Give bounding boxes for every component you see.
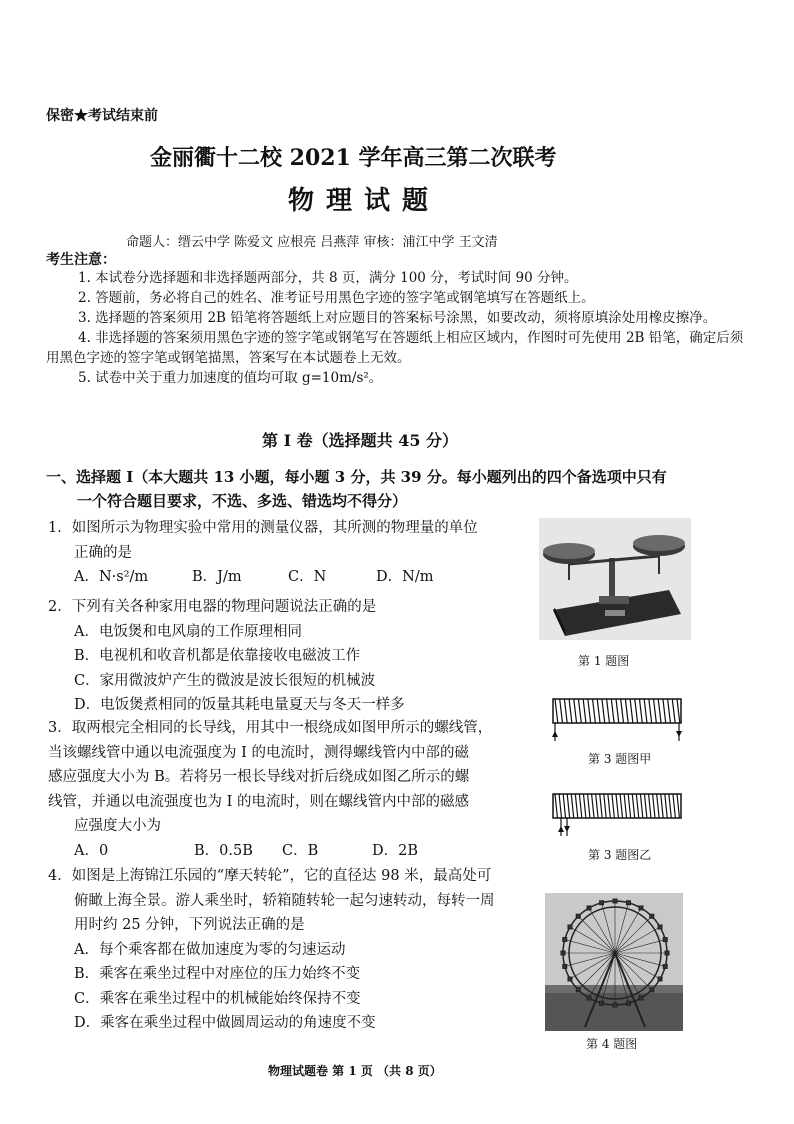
coil-turn [608,794,610,818]
coil-turn [669,794,671,818]
coil-turn [612,794,614,818]
coil-turn [575,794,577,818]
section-heading-line: 一、选择题 I（本大题共 13 小题，每小题 3 分，共 39 分。每小题列出的四个备选项中只有 [46,468,667,486]
coil-turn [583,794,585,818]
coil-turn [578,699,581,723]
coil-turn [620,794,622,818]
notice-item: 3. 选择题的答案须用 2B 铅笔将答题纸上对应题目的答案标号涂黑，如要改动，须将原填涂处用橡皮擦净。 [78,310,717,326]
wheel-cabin [639,996,643,1000]
coil-turn [611,699,614,723]
question-2 [48,595,528,718]
coil-turn [567,794,569,818]
notice-title: 考生注意： [46,252,116,268]
wheel-cabin [576,988,580,992]
question-3 [48,716,538,863]
wheel-cabin [626,1001,630,1005]
page-footer: 物理试题卷 第 1 页 （共 8 页） [268,1064,442,1078]
coil-turn [564,699,567,723]
coil-turn [677,794,679,818]
coil-turn [628,794,630,818]
coil-turn [665,794,667,818]
coil-turn [571,794,573,818]
figure-caption: 第 1 题图 [578,654,630,668]
question-stem: 正确的是 [74,544,132,561]
wheel-cabin [568,925,572,929]
coil-turn [657,794,659,818]
coil-turn [625,699,628,723]
wheel-cabin [663,964,667,968]
coil-turn [574,699,577,723]
figure-caption: 第 3 题图乙 [588,848,652,862]
wheel-cabin [650,988,654,992]
coil-turn [579,794,581,818]
wheel-cabin [561,951,565,955]
question-stem: 3．取两根完全相同的长导线，用其中一根绕成如图甲所示的螺线管， [48,720,493,736]
coil-turn [636,794,638,818]
coil-turn [649,699,652,723]
coil-turn [602,699,605,723]
confidential-label: 保密★考试结束前 [46,108,158,124]
coil-turn [588,794,590,818]
coil-turn [563,794,565,818]
coil-turn [597,699,600,723]
option-a: A．N·s²/m [74,569,149,585]
question-options [48,565,528,590]
coil-turn [630,699,633,723]
coil-turn [607,699,610,723]
exam-title: 金丽衢十二校 2021 学年高三第二次联考 [150,145,557,171]
question-stem: 1．如图所示为物理实验中常用的测量仪器，其所测的物理量的单位 [48,520,478,536]
wheel-cabin [613,899,617,903]
wheel-cabin [563,964,567,968]
option-c: C．B [282,842,319,859]
balance-scale-figure [539,518,691,640]
notice-list [46,268,746,388]
coil-turn [658,699,661,723]
notice-item: 5. 试卷中关于重力加速度的值均可取 g=10m/s²。 [78,370,383,386]
option-d: D．电饭煲煮相同的饭量其耗电量夏天与冬天一样多 [74,697,405,713]
part-title: 第 I 卷（选择题共 45 分） [262,431,459,450]
question-1 [48,516,528,590]
coil-turn [635,699,638,723]
coil-turn [640,794,642,818]
coil-turn [559,794,561,818]
coil-turn [639,699,642,723]
option-d: D．乘客在乘坐过程中做圆周运动的角速度不变 [74,1015,376,1031]
solenoid-figure-a [547,695,687,743]
question-stem: 感应强度大小为 B。若将另一根长导线对折后绕成如图乙所示的螺 [48,769,470,785]
coil-turn [644,699,647,723]
option-c: C．N [288,569,327,585]
question-stem: 2．下列有关各种家用电器的物理问题说法正确的是 [48,599,377,615]
notice-item: 2. 答题前，务必将自己的姓名、准考证号用黑色字迹的签字笔或钢笔填写在答题纸上。 [78,290,595,306]
wheel-cabin [639,906,643,910]
solenoid-figure-b [547,790,687,838]
question-options [48,839,538,864]
coil-turn [644,794,646,818]
wheel-cabin [658,977,662,981]
coil-turn [616,794,618,818]
coil-turn [661,794,663,818]
coil-turn [555,794,557,818]
question-stem: 4．如图是上海锦江乐园的“摩天转轮”，它的直径达 98 米，最高处可 [48,868,492,884]
coil-turn [555,699,558,723]
coil-turn [621,699,624,723]
coil-turn [668,699,671,723]
option-b: B．0.5B [194,842,253,859]
coil-turn [649,794,651,818]
coil-turn [596,794,598,818]
coil-turn [588,699,591,723]
coil-turn [583,699,586,723]
wheel-cabin [650,914,654,918]
coil-turn [663,699,666,723]
coil-turn [560,699,563,723]
option-b: B．乘客在乘坐过程中对座位的压力始终不变 [74,966,361,982]
wheel-cabin [663,938,667,942]
wheel-cabin [563,938,567,942]
ferris-wheel-figure [545,893,683,1031]
coil-turn [654,699,657,723]
question-stem: 俯瞰上海全景。游人乘坐时，轿箱随转轮一起匀速转动，每转一周 [74,892,495,909]
figure-caption: 第 3 题图甲 [588,752,652,766]
coil-turn [673,794,675,818]
question-stem: 用时约 25 分钟，下列说法正确的是 [74,917,305,933]
wheel-cabin [626,901,630,905]
section-heading-line: 一个符合题目要求，不选、多选、错选均不得分） [77,492,408,510]
subject-title: 物理试题 [288,186,441,216]
coil-turn [600,794,602,818]
option-a: A．每个乘客都在做加速度为零的匀速运动 [74,941,346,958]
notice-item: 1. 本试卷分选择题和非选择题两部分，共 8 页，满分 100 分，考试时间 90 分钟。 [78,270,578,286]
coil-turn [624,794,626,818]
wheel-cabin [576,914,580,918]
wheel-cabin [665,951,669,955]
option-b: B．J/m [192,569,242,585]
question-stem: 当该螺线管中通以电流强度为 I 的电流时，测得螺线管内中部的磁 [48,744,469,761]
wheel-cabin [587,906,591,910]
question-4 [48,864,538,1036]
notice-item: 4. 非选择题的答案须用黑色字迹的签字笔或钢笔写在答题纸上相应区域内，作图时可先使用 2B 铅笔，确定后须用黑色字迹的签字笔或钢笔描黑，答案写在本试题卷上无效。 [46,330,744,366]
wheel-cabin [600,901,604,905]
wheel-cabin [658,925,662,929]
wheel-cabin [613,1003,617,1007]
question-stem: 应强度大小为 [74,818,161,834]
question-stem: 线管，并通以电流强度也为 I 的电流时，则在螺线管内中部的磁感 [48,793,469,810]
coil-turn [653,794,655,818]
option-a: A．电饭煲和电风扇的工作原理相同 [74,623,302,640]
coil-turn [569,699,572,723]
coil-turn [604,794,606,818]
option-b: B．电视机和收音机都是依靠接收电磁波工作 [74,648,361,664]
coil-turn [593,699,596,723]
option-d: D．2B [372,842,419,859]
option-c: C．乘客在乘坐过程中的机械能始终保持不变 [74,990,361,1007]
coil-turn [616,699,619,723]
option-c: C．家用微波炉产生的微波是波长很短的机械波 [74,672,376,689]
coil-turn [672,699,675,723]
coil-turn [677,699,680,723]
wheel-cabin [568,977,572,981]
option-d: D．N/m [376,569,434,585]
coil-turn [592,794,594,818]
authors-line: 命题人：缙云中学 陈爱文 应根亮 吕燕萍 审核：浦江中学 王文清 [126,235,498,250]
wheel-cabin [600,1001,604,1005]
section-heading [46,465,751,513]
option-a: A．0 [74,842,109,859]
coil-turn [632,794,634,818]
wheel-cabin [587,996,591,1000]
figure-caption: 第 4 题图 [586,1037,638,1051]
